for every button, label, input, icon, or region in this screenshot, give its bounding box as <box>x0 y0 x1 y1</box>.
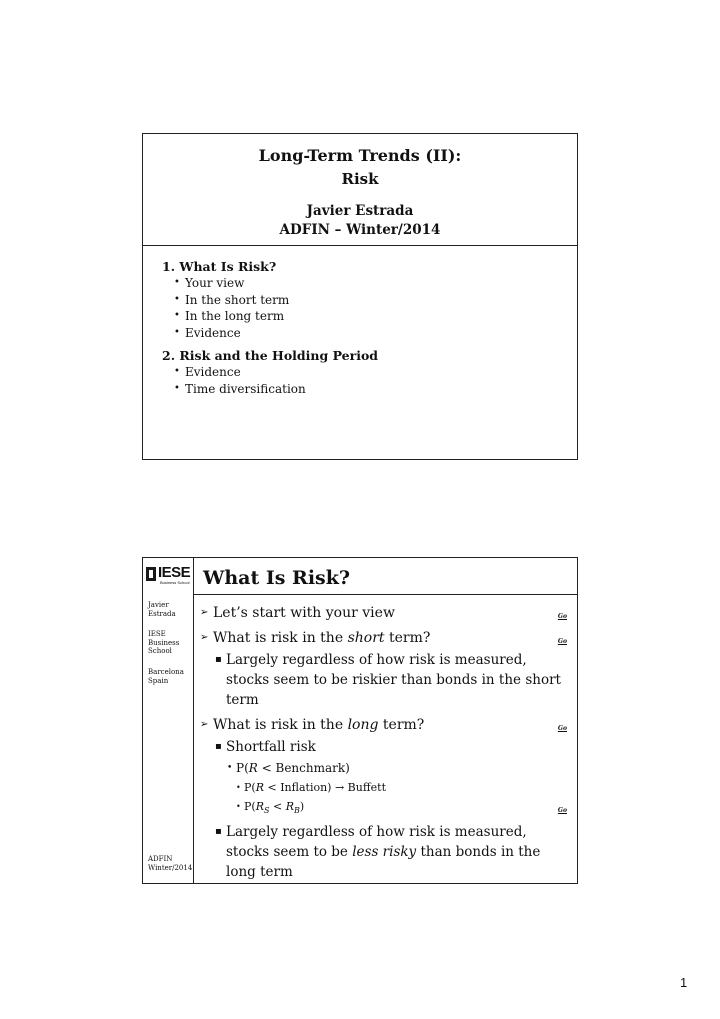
outline-item: • In the long term <box>174 309 285 323</box>
sidebar-course: ADFIN Winter/2014 <box>148 855 193 872</box>
outline-section-heading: 1. What Is Risk? <box>162 259 277 274</box>
outline-item: • In the short term <box>174 292 290 307</box>
sub-bullet: ▪ Shortfall risk <box>215 739 316 755</box>
title-bar <box>193 558 577 595</box>
slide-sidebar <box>143 558 194 883</box>
sub-bullet: ▪ Largely regardless of how risk is measured, stocks seem to be less risky than bonds in the long term <box>215 824 541 881</box>
go-link[interactable]: Go <box>557 638 567 645</box>
slide-title: Long-Term Trends (II): <box>258 146 462 165</box>
go-link[interactable]: Go <box>557 613 567 620</box>
iese-logo: IESE Business School <box>146 564 191 586</box>
bullet-your-view: ➢ Let’s start with your view Go <box>198 603 569 623</box>
outline-item: • Time diversification <box>174 381 306 396</box>
sub-sub-sub-bullet: • $P(R_S < R_B)$ Go <box>198 798 569 820</box>
logo-mark-icon <box>146 567 156 581</box>
slide-body <box>198 598 569 882</box>
content-slide <box>142 557 578 884</box>
sidebar-school: IESE Business School <box>148 630 180 655</box>
outline <box>162 258 567 397</box>
title-slide <box>142 133 578 460</box>
sub-bullet: ▪ Largely regardless of how risk is measured, stocks seem to be riskier than bonds in the short term <box>215 652 561 708</box>
sidebar-location: Barcelona Spain <box>148 668 184 685</box>
outline-item: • Evidence <box>174 325 241 340</box>
bullet-short-term: ➢ What is risk in the short term? Go <box>198 628 569 648</box>
bullet-long-term: ➢ What is risk in the long term? Go <box>198 715 569 735</box>
sidebar-author: Javier Estrada <box>148 601 176 618</box>
course-name: ADFIN – Winter/2014 <box>279 222 441 238</box>
slide-title: What Is Risk? <box>203 567 351 589</box>
outline-item: • Evidence <box>174 365 241 379</box>
outline-section-heading: 2. Risk and the Holding Period <box>162 348 379 363</box>
divider <box>143 245 577 246</box>
sub-sub-bullet: • P(R < Benchmark) <box>227 761 350 775</box>
go-link[interactable]: Go <box>557 725 567 732</box>
page-number: 1 <box>680 975 688 990</box>
outline-item: • Your view <box>174 276 245 290</box>
go-link[interactable]: Go <box>557 807 567 814</box>
sub-sub-sub-bullet: • P(R < Inflation) → Buffett <box>236 781 387 794</box>
slide-subtitle: Risk <box>341 170 379 188</box>
author-name: Javier Estrada <box>306 203 414 219</box>
